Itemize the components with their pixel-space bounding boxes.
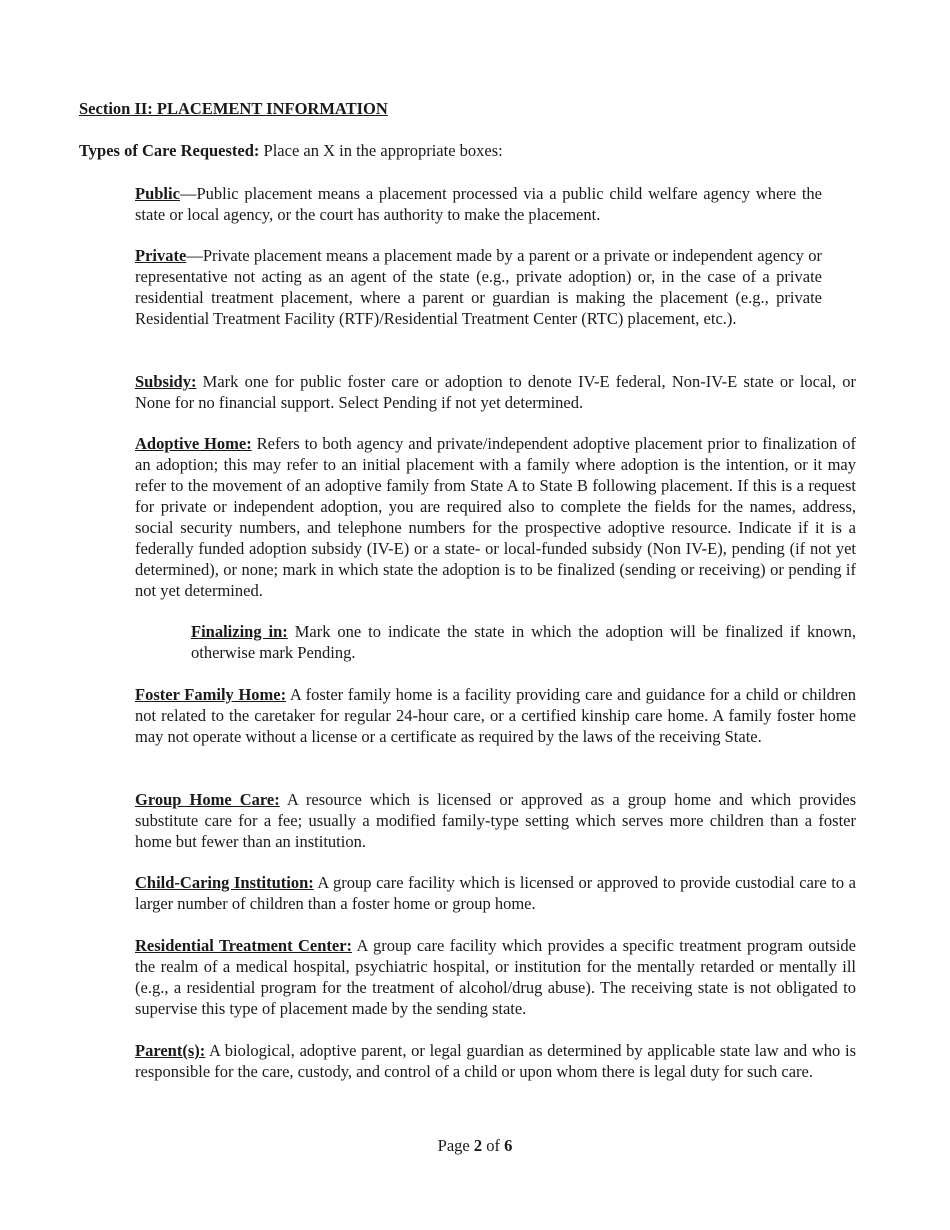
types-of-care-line	[79, 140, 503, 161]
definition-residential-treatment-center	[135, 935, 856, 1019]
definition-text: —Public placement means a placement processed via a public child welfare agency where the state or local agency, or the court has authority to make the placement.	[135, 184, 822, 224]
definition-text: A group care facility which provides a specific treatment program outside the realm of a medical hospital, psychiatric hospital, or institution for the mentally retarded or mentally ill (e.g., a residential program for the treatment of alcohol/drug abuse). The receiving state is not obligated to supervise this type of placement made by the sending state.	[135, 936, 856, 1018]
definition-term: Child-Caring Institution:	[135, 873, 314, 892]
definition-term: Residential Treatment Center:	[135, 936, 353, 955]
definition-private	[135, 245, 822, 329]
page-label: Page	[437, 1136, 474, 1155]
definition-subsidy	[135, 371, 856, 413]
definition-foster-family-home	[135, 684, 856, 747]
definition-text: A resource which is licensed or approved as a group home and which provides substitute care for a fee; usually a modified family-type setting which serves more children than a foster home but fewer than an institution.	[135, 790, 856, 851]
definition-adoptive-home	[135, 433, 856, 601]
page-number: 2	[473, 1136, 483, 1155]
definition-parents	[135, 1040, 856, 1082]
section-title: Section II: PLACEMENT INFORMATION	[79, 99, 388, 118]
definition-term: Private	[135, 246, 187, 265]
page-of-label: of	[482, 1136, 505, 1155]
types-of-care-instruction: Place an X in the appropriate boxes:	[259, 141, 503, 160]
definition-term: Parent(s):	[135, 1041, 206, 1060]
definition-text: A foster family home is a facility providing care and guidance for a child or children not related to the caretaker for regular 24-hour care, or a certified kinship care home. A family foster home may not operate without a license or a certificate as required by the laws of the receiving State.	[135, 685, 856, 746]
definition-term: Subsidy:	[135, 372, 197, 391]
definition-text: A biological, adoptive parent, or legal guardian as determined by applicable state law and who is responsible for the care, custody, and control of a child or upon whom there is legal duty for such care.	[135, 1041, 856, 1081]
definition-child-caring-institution	[135, 872, 856, 914]
page-footer	[0, 1135, 950, 1156]
definition-public	[135, 183, 822, 225]
types-of-care-label: Types of Care Requested:	[79, 141, 260, 160]
definition-text: —Private placement means a placement made by a parent or a private or independent agency or representative not acting as an agent of the state (e.g., private adoption) or, in the case of a private residential treatment placement, where a parent or guardian is making the placement (e.g., private Residential Treatment Facility (RTF)/Residential Treatment Center (RTC) placement, etc.).	[135, 246, 822, 328]
definition-term: Adoptive Home:	[135, 434, 252, 453]
definition-term: Group Home Care:	[135, 790, 280, 809]
definition-text: Refers to both agency and private/independent adoptive placement prior to finalization of an adoption; this may refer to an initial placement with a family where adoption is the intention, or it may refer to the movement of an adoptive family from State A to State B following placement. If this is a request for private or independent adoption, you are required also to complete the fields for the names, address, social security numbers, and telephone numbers for the prospective adoptive resource. Indicate if it is a federally funded adoption subsidy (IV-E) or a state- or local-funded subsidy (Non IV-E), pending (if not yet determined), or none; mark in which state the adoption is to be finalized (sending or receiving) or pending if not yet determined.	[135, 434, 856, 600]
definition-term: Finalizing in:	[191, 622, 288, 641]
definition-text: Mark one to indicate the state in which the adoption will be finalized if known, otherwise mark Pending.	[191, 622, 856, 662]
definition-finalizing-in	[191, 621, 856, 663]
page-total: 6	[504, 1136, 513, 1155]
definition-text: A group care facility which is licensed or approved to provide custodial care to a larger number of children than a foster home or group home.	[135, 873, 857, 913]
definition-term: Foster Family Home:	[135, 685, 287, 704]
definition-group-home-care	[135, 789, 856, 852]
definition-text: Mark one for public foster care or adoption to denote IV-E federal, Non-IV-E state or local, or None for no financial support. Select Pending if not yet determined.	[135, 372, 856, 412]
definition-term: Public	[135, 184, 180, 203]
